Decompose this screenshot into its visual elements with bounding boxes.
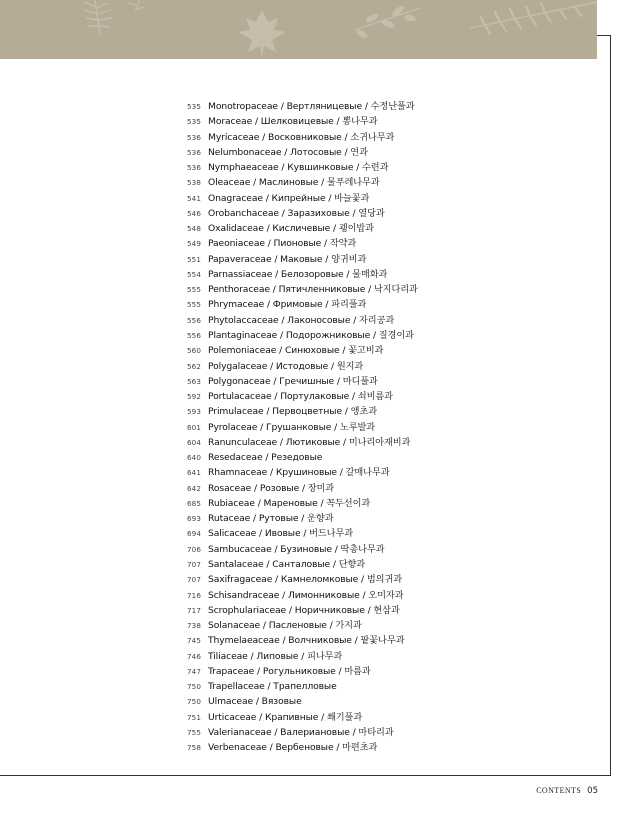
entry-family-names: Polygalaceae / Истодовые / 원지과 <box>208 360 364 372</box>
entry-family-names: Penthoraceae / Пятичленниковые / 낙지다리과 <box>208 284 418 296</box>
list-item <box>187 328 587 343</box>
entry-family-names: Thymelaeaceae / Волчниковые / 팥꽃나무과 <box>208 635 405 647</box>
entry-page-number: 560 <box>187 346 202 356</box>
entry-page-number: 642 <box>187 483 202 493</box>
entry-page-number: 593 <box>187 407 202 417</box>
entry-family-names: Sambucaceae / Бузиновые / 딱총나무과 <box>208 543 385 555</box>
list-item <box>187 359 587 374</box>
entry-family-names: Scrophulariaceae / Норичниковые / 현삼과 <box>208 604 400 616</box>
entry-family-names: Trapaceae / Рогульниковые / 마름과 <box>208 665 371 677</box>
list-item <box>187 343 587 358</box>
list-item <box>187 588 587 603</box>
list-item <box>187 542 587 557</box>
entry-page-number: 755 <box>187 727 202 737</box>
entry-page-number: 758 <box>187 743 202 753</box>
entry-page-number: 738 <box>187 621 202 631</box>
list-item <box>187 679 587 694</box>
list-item <box>187 420 587 435</box>
entry-page-number: 555 <box>187 285 202 295</box>
entry-page-number: 601 <box>187 422 202 432</box>
entry-page-number: 541 <box>187 193 202 203</box>
entry-page-number: 535 <box>187 102 202 111</box>
entry-family-names: Verbenaceae / Вербеновые / 마편초과 <box>208 742 378 754</box>
entry-page-number: 706 <box>187 544 202 554</box>
entry-family-names: Moraceae / Шелковицевые / 뽕나무과 <box>208 116 378 128</box>
entry-page-number: 538 <box>187 178 202 188</box>
entry-family-names: Rhamnaceae / Крушиновые / 갈매나무과 <box>208 467 390 479</box>
entry-page-number: 563 <box>187 376 202 386</box>
list-item <box>187 130 587 145</box>
entry-family-names: Trapellaceae / Трапелловые <box>208 681 337 693</box>
list-item <box>187 633 587 648</box>
list-item <box>187 725 587 740</box>
entry-page-number: 693 <box>187 514 202 524</box>
entry-family-names: Schisandraceae / Лимонниковые / 오미자과 <box>208 589 404 601</box>
list-item <box>187 465 587 480</box>
list-item <box>187 404 587 419</box>
entry-family-names: Pyrolaceae / Грушанковые / 노루발과 <box>208 421 376 433</box>
entry-page-number: 536 <box>187 147 202 157</box>
entry-page-number: 716 <box>187 590 202 600</box>
list-item <box>187 282 587 297</box>
entry-family-names: Parnassiaceae / Белозоровые / 물매화과 <box>208 268 388 280</box>
entry-page-number: 536 <box>187 163 202 173</box>
entry-page-number: 750 <box>187 682 202 692</box>
list-item <box>187 297 587 312</box>
entry-family-names: Ranunculaceae / Лютиковые / 미나리아재비과 <box>208 436 411 448</box>
list-item <box>187 526 587 541</box>
footer-page-number: 05 <box>587 786 598 796</box>
entry-page-number: 554 <box>187 269 202 279</box>
header-band <box>0 0 597 59</box>
entry-page-number: 685 <box>187 498 202 508</box>
entry-family-names: Phytolaccaceae / Лаконосовые / 자리공과 <box>208 314 395 326</box>
entry-page-number: 750 <box>187 697 202 707</box>
list-item <box>187 267 587 282</box>
list-item <box>187 389 587 404</box>
entry-family-names: Resedaceae / Резедовые <box>208 452 323 464</box>
entry-family-names: Nymphaeaceae / Кувшинковые / 수련과 <box>208 162 389 174</box>
list-item <box>187 740 587 755</box>
list-item <box>187 618 587 633</box>
entry-page-number: 694 <box>187 529 202 539</box>
list-item <box>187 252 587 267</box>
list-item <box>187 450 587 465</box>
list-item <box>187 236 587 251</box>
entry-page-number: 747 <box>187 666 202 676</box>
entry-page-number: 641 <box>187 468 202 478</box>
entry-family-names: Saxifragaceae / Камнеломковые / 범의귀과 <box>208 574 402 586</box>
entry-page-number: 604 <box>187 437 202 447</box>
list-item <box>187 114 587 129</box>
entry-family-names: Papaveraceae / Маковые / 양귀비과 <box>208 253 367 265</box>
entry-family-names: Santalaceae / Санталовые / 단향과 <box>208 558 366 570</box>
entry-family-names: Rutaceae / Рутовые / 운향과 <box>208 513 334 525</box>
entry-family-names: Myricaceae / Восковниковые / 소귀나무과 <box>208 131 395 143</box>
entry-page-number: 536 <box>187 132 202 142</box>
entry-family-names: Nelumbonaceae / Лотосовые / 연과 <box>208 146 368 158</box>
entry-page-number: 555 <box>187 300 202 310</box>
entry-family-names: Ulmaceae / Вязовые <box>208 696 302 708</box>
list-item <box>187 313 587 328</box>
list-item <box>187 496 587 511</box>
entry-family-names: Tiliaceae / Липовые / 피나무과 <box>208 650 343 662</box>
entry-family-names: Monotropaceae / Вертляницевые / 수정난풀과 <box>208 101 415 112</box>
entry-page-number: 556 <box>187 315 202 325</box>
list-item <box>187 572 587 587</box>
entry-family-names: Valerianaceae / Валериановые / 마타리과 <box>208 726 394 738</box>
entry-page-number: 707 <box>187 575 202 585</box>
list-item <box>187 191 587 206</box>
entry-page-number: 746 <box>187 651 202 661</box>
entry-family-names: Solanaceae / Пасленовые / 가지과 <box>208 620 362 632</box>
entry-page-number: 562 <box>187 361 202 371</box>
maple-leaf-icon <box>238 10 286 59</box>
entry-family-names: Oxalidaceae / Кисличевые / 괭이밥과 <box>208 223 374 235</box>
list-item <box>187 99 587 114</box>
entry-page-number: 535 <box>187 117 202 127</box>
entry-page-number: 546 <box>187 208 202 218</box>
entry-page-number: 751 <box>187 712 202 722</box>
header-decoration <box>0 0 597 59</box>
list-item <box>187 710 587 725</box>
entry-page-number: 551 <box>187 254 202 264</box>
entry-page-number: 745 <box>187 636 202 646</box>
list-item <box>187 511 587 526</box>
entry-family-names: Onagraceae / Кипрейные / 바늘꽃과 <box>208 192 370 204</box>
list-item <box>187 435 587 450</box>
list-item <box>187 221 587 236</box>
entry-page-number: 707 <box>187 559 202 569</box>
footer-label: CONTENTS <box>536 786 582 795</box>
entry-family-names: Polygonaceae / Гречишные / 마디풀과 <box>208 375 378 387</box>
list-item <box>187 160 587 175</box>
entry-family-names: Rubiaceae / Мареновые / 꼭두선이과 <box>208 497 371 509</box>
entry-family-names: Portulacaceae / Портулаковые / 쇠비름과 <box>208 391 393 403</box>
list-item <box>187 649 587 664</box>
entry-page-number: 549 <box>187 239 202 249</box>
list-item <box>187 481 587 496</box>
entry-family-names: Salicaceae / Ивовые / 버드나무과 <box>208 528 354 540</box>
entry-family-names: Plantaginaceae / Подорожниковые / 질경이과 <box>208 329 414 341</box>
entry-page-number: 592 <box>187 392 202 402</box>
list-item <box>187 603 587 618</box>
pine-branch-icon <box>84 0 145 35</box>
entry-page-number: 717 <box>187 605 202 615</box>
list-item <box>187 557 587 572</box>
list-item <box>187 175 587 190</box>
entry-family-names: Paeoniaceae / Пионовые / 작약과 <box>208 238 357 250</box>
entry-family-names: Urticaceae / Крапивные / 쐐기풀과 <box>208 711 363 723</box>
fern-icon <box>470 2 597 34</box>
entry-family-names: Primulaceae / Первоцветные / 앵초과 <box>208 406 377 418</box>
list-item <box>187 664 587 679</box>
list-item <box>187 374 587 389</box>
list-item <box>187 694 587 709</box>
entry-family-names: Phrymaceae / Фримовые / 파리풀과 <box>208 299 367 311</box>
entry-family-names: Rosaceae / Розовые / 장미과 <box>208 482 335 494</box>
page-footer <box>536 786 598 796</box>
entry-page-number: 548 <box>187 224 202 234</box>
list-item <box>187 145 587 160</box>
entry-family-names: Polemoniaceae / Синюховые / 꽃고비과 <box>208 345 384 357</box>
entry-page-number: 640 <box>187 453 202 463</box>
leaf-sprig-icon <box>355 4 420 39</box>
family-index-list <box>187 99 587 755</box>
entry-page-number: 556 <box>187 330 202 340</box>
entry-family-names: Oleaceae / Маслиновые / 물푸레나무과 <box>208 177 380 189</box>
list-item <box>187 206 587 221</box>
entry-family-names: Orobanchaceae / Заразиховые / 열당과 <box>208 207 385 219</box>
